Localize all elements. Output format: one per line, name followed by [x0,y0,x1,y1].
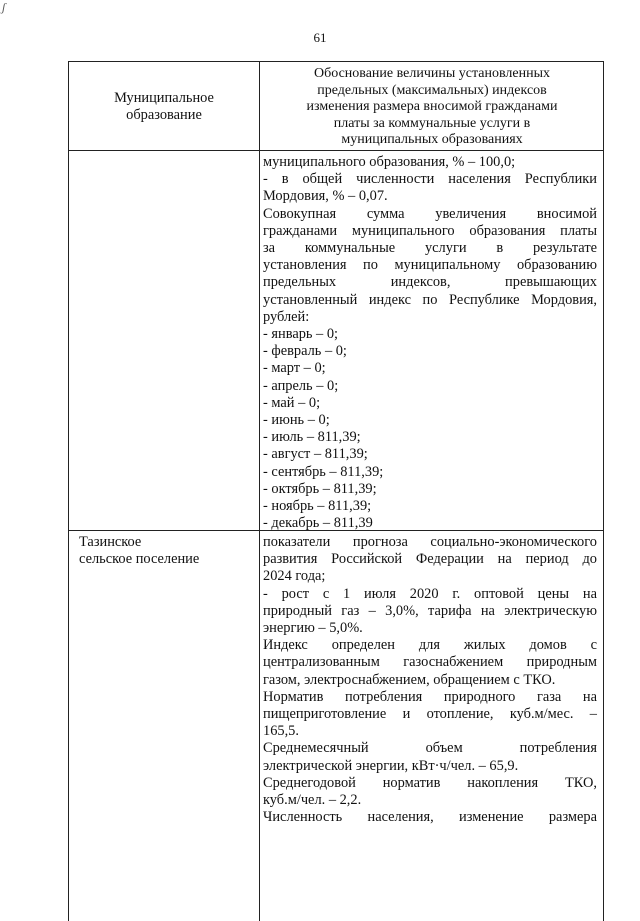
text-line: гражданами муниципального образования платы [263,222,597,239]
column-divider [259,62,260,921]
text-line: Мордовия, % – 0,07. [263,188,388,205]
header-justification: Обоснование величины установленных предельных (максимальных) индексов изменения размера вносимой гражданами платы за коммунальные услуги в муниципальных образованиях [306,66,558,148]
row2-municipality: Тазинское сельское поселение [79,534,200,568]
text-line: 165,5. [263,723,299,740]
text-line: Совокупная сумма увеличения вносимой [263,205,597,222]
text-line: централизованным газоснабжением природным [263,654,597,671]
text-line: рублей: [263,308,310,325]
header-divider [69,150,603,151]
text-line: - ноябрь – 811,39; [263,498,372,515]
text-line: Норматив потребления природного газа на [263,688,597,705]
text-line: Среднегодовой норматив накопления ТКО, [263,774,597,791]
text-line: - март – 0; [263,360,326,377]
text-line: - в общей численности населения Республики [263,171,597,188]
text-line: предельных индексов, превышающих [263,274,597,291]
text-line: Численность населения, изменение размера [263,809,597,826]
text-line: - сентябрь – 811,39; [263,463,384,480]
text-line: - октябрь – 811,39; [263,480,377,497]
corner-mark: ʃ [2,0,6,14]
text-line: Среднемесячный объем потребления [263,740,597,757]
text-line: показатели прогноза социально-экономического [263,534,597,550]
text-line: природный газ – 3,0%, тарифа на электрическую [263,602,597,619]
text-line: 2024 года; [263,568,326,585]
page-number: 61 [313,30,327,45]
text-line: установления по муниципальному образованию [263,257,597,274]
text-line: - рост с 1 июля 2020 г. оптовой цены на [263,585,597,602]
text-line: - май – 0; [263,394,321,411]
text-line: газом, электроснабжением, обращением с ТКО. [263,671,556,688]
text-line: - июнь – 0; [263,412,330,429]
text-line: - август – 811,39; [263,446,368,463]
row1-justification [263,154,597,532]
text-line: - январь – 0; [263,326,339,343]
row2-justification [263,534,597,826]
text-line: Индекс определен для жилых домов с [263,637,597,654]
text-line: развития Российской Федерации на период до [263,551,597,568]
text-line: муниципального образования, % – 100,0; [263,154,516,170]
text-line: за коммунальные услуги в результате [263,240,597,257]
text-line: электрической энергии, кВт·ч/чел. – 65,9. [263,757,519,774]
text-line: энергию – 5,0%. [263,620,363,637]
text-line: - февраль – 0; [263,343,347,360]
text-line: - июль – 811,39; [263,429,361,446]
justification-table [68,61,604,921]
header-municipality: Муниципальное образование [114,90,214,123]
text-line: - декабрь – 811,39 [263,515,373,532]
text-line: - апрель – 0; [263,377,339,394]
text-line: установленный индекс по Республике Мордовия, [263,291,597,308]
text-line: пищеприготовление и отопление, куб.м/мес. – [263,706,597,723]
text-line: куб.м/чел. – 2,2. [263,792,362,809]
